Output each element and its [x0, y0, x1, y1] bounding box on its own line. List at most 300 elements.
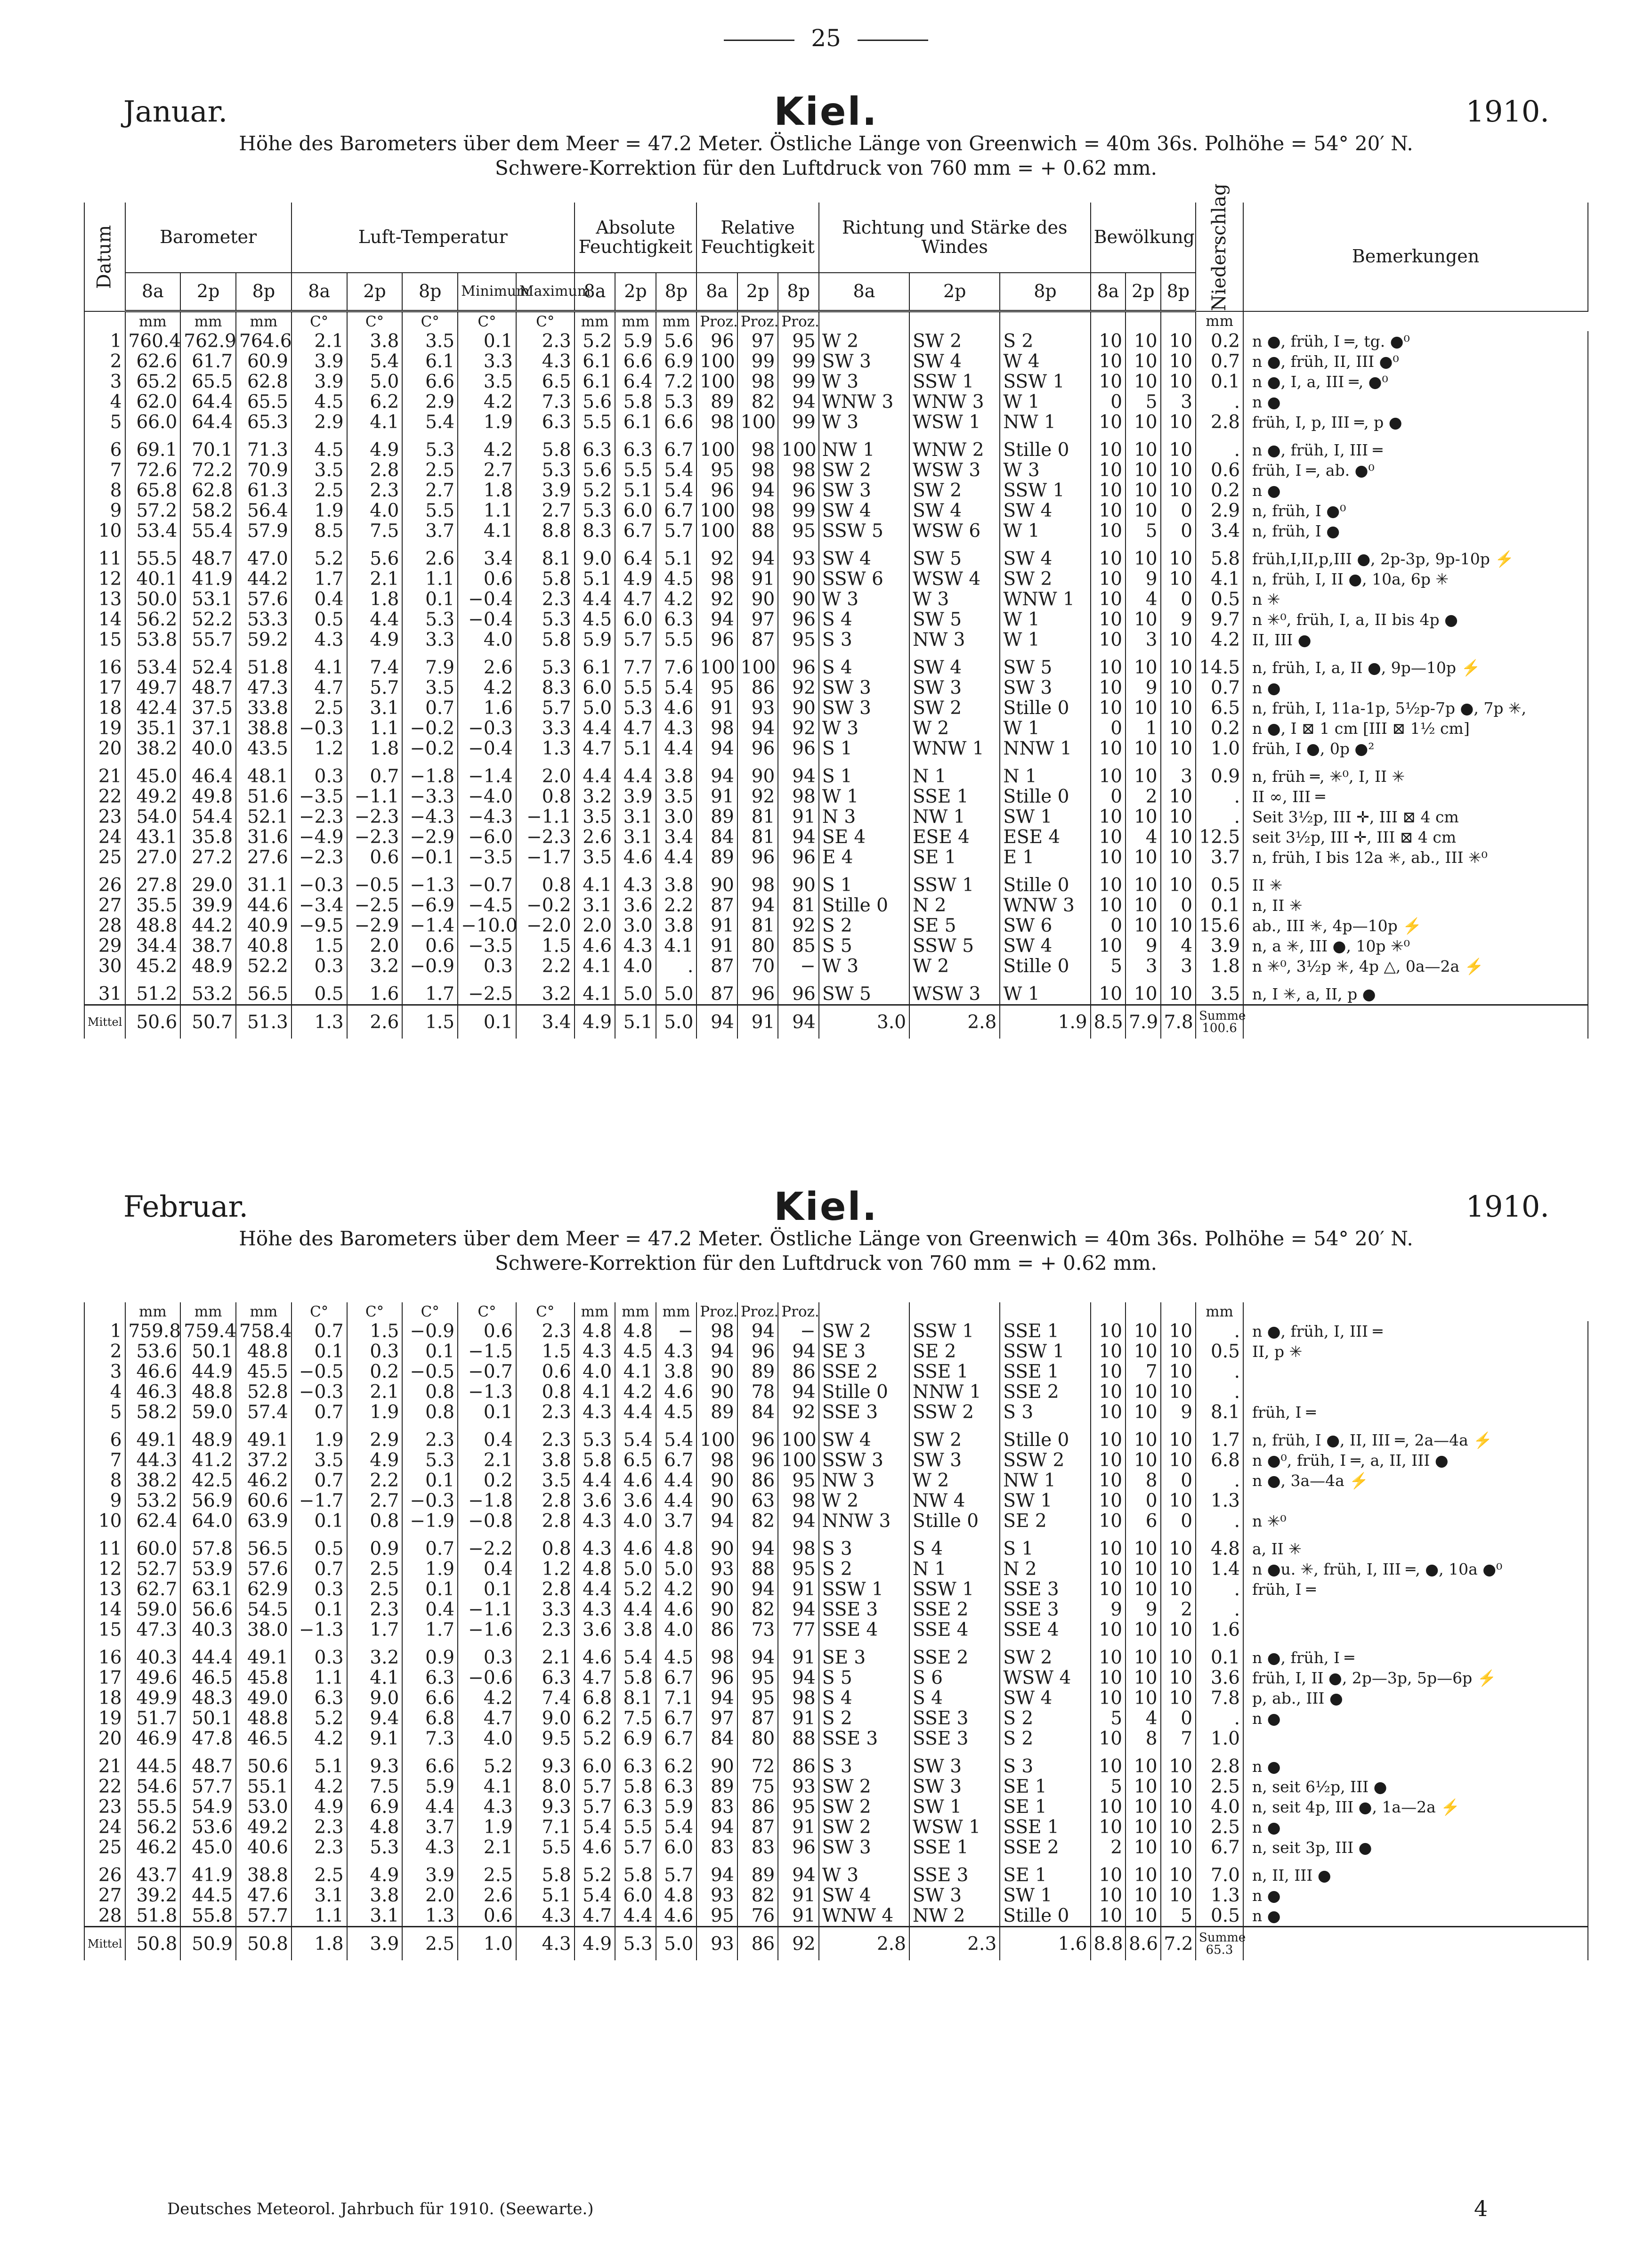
value-cell: 10 — [1091, 480, 1126, 501]
day-number: 31 — [84, 984, 125, 1005]
value-cell: 90 — [696, 1362, 737, 1382]
mittel-value: 93 — [696, 1927, 737, 1961]
subheader: 2p — [347, 273, 403, 311]
day-number: 10 — [84, 1511, 125, 1531]
remark: n ✳ — [1243, 589, 1588, 609]
value-cell: −0.6 — [458, 1668, 516, 1688]
value-cell: 4.4 — [347, 609, 403, 630]
value-cell: 1.7 — [347, 1620, 403, 1640]
value-cell: 82 — [737, 1885, 778, 1906]
spacer — [125, 976, 181, 984]
value-cell: 1.1 — [292, 1906, 347, 1927]
value-cell: 88 — [778, 1729, 819, 1749]
value-cell: 94 — [696, 766, 737, 787]
value-cell: S 4 — [909, 1688, 1000, 1708]
value-cell: SW 3 — [909, 1450, 1000, 1470]
value-cell: 10 — [1126, 916, 1161, 936]
value-cell: 3.1 — [347, 1906, 403, 1927]
value-cell: 98 — [778, 460, 819, 480]
value-cell: 44.5 — [125, 1756, 181, 1777]
value-cell: 98 — [696, 1321, 737, 1341]
value-cell: Stille 0 — [1000, 1906, 1090, 1927]
value-cell: W 1 — [1000, 392, 1090, 412]
value-cell: −0.4 — [458, 609, 516, 630]
value-cell: 4.7 — [292, 678, 347, 698]
value-cell: 4.3 — [575, 1341, 615, 1362]
value-cell: −3.4 — [292, 895, 347, 916]
day-row — [84, 1620, 1588, 1640]
remark: II ∞, III ═ — [1243, 787, 1588, 807]
value-cell: S 3 — [1000, 1756, 1090, 1777]
value-cell: 40.8 — [236, 936, 292, 956]
value-cell: 3.7 — [402, 521, 458, 541]
remark: n, früh, I ● — [1243, 521, 1588, 541]
value-cell: 86 — [696, 1620, 737, 1640]
value-cell: E 4 — [819, 847, 909, 868]
spacer — [458, 868, 516, 875]
value-cell: 9.0 — [516, 1708, 575, 1729]
value-cell: 50.1 — [180, 1341, 236, 1362]
remark: n ● — [1243, 1906, 1588, 1927]
mittel-row — [84, 1005, 1588, 1039]
value-cell: 5 — [1161, 1906, 1196, 1927]
value-cell: 100 — [696, 1430, 737, 1450]
value-cell: 6.7 — [656, 1729, 697, 1749]
value-cell: 9.3 — [347, 1756, 403, 1777]
value-cell: 6.7 — [656, 1668, 697, 1688]
day-number: 26 — [84, 875, 125, 895]
value-cell: 0 — [1091, 718, 1126, 739]
value-cell: 10 — [1091, 1756, 1126, 1777]
value-cell: 9.3 — [516, 1797, 575, 1817]
remark: n ● — [1243, 1756, 1588, 1777]
day-row — [84, 807, 1588, 827]
value-cell: 0 — [1161, 1470, 1196, 1491]
value-cell: 96 — [778, 609, 819, 630]
value-cell: −1.5 — [458, 1341, 516, 1362]
value-cell: 84 — [696, 1729, 737, 1749]
subheader: 8p — [1161, 273, 1196, 311]
value-cell: 10 — [1126, 1756, 1161, 1777]
spacer — [737, 1858, 778, 1865]
value-cell: S 1 — [819, 739, 909, 759]
spacer — [292, 432, 347, 440]
value-cell: SSE 1 — [1000, 1362, 1090, 1382]
value-cell: 73 — [737, 1620, 778, 1640]
day-row — [84, 847, 1588, 868]
value-cell: 2.5 — [292, 1865, 347, 1885]
value-cell: 5.0 — [656, 984, 697, 1005]
value-cell: 3.1 — [615, 807, 656, 827]
value-cell: 94 — [696, 1817, 737, 1837]
remark: n, früh, I, II ●, 10a, 6p ✳ — [1243, 569, 1588, 589]
unit-cell: mm — [575, 311, 615, 332]
value-cell: S 1 — [1000, 1539, 1090, 1559]
value-cell: 10 — [1161, 1620, 1196, 1640]
value-cell: −0.8 — [458, 1511, 516, 1531]
remark — [1243, 1491, 1588, 1511]
value-cell: 1.3 — [402, 1906, 458, 1927]
value-cell: 87 — [696, 956, 737, 976]
month-title: Februar. — [123, 1189, 249, 1224]
value-cell: 91 — [778, 1708, 819, 1729]
value-cell: 56.2 — [125, 1817, 181, 1837]
value-cell: SW 4 — [1000, 501, 1090, 521]
value-cell: 59.2 — [236, 630, 292, 650]
value-cell: S 3 — [1000, 1402, 1090, 1422]
value-cell: 7.2 — [656, 372, 697, 392]
value-cell: 46.6 — [125, 1362, 181, 1382]
value-cell: 45.0 — [180, 1837, 236, 1858]
value-cell: 10 — [1161, 1559, 1196, 1579]
value-cell: − — [778, 1321, 819, 1341]
spacer — [909, 1422, 1000, 1430]
value-cell: 10 — [1161, 412, 1196, 432]
value-cell: 90 — [696, 875, 737, 895]
sheet-number: 4 — [1474, 2196, 1488, 2221]
value-cell: 10 — [1126, 1559, 1161, 1579]
spacer — [656, 1531, 697, 1539]
value-cell: 58.2 — [180, 501, 236, 521]
spacer — [292, 1531, 347, 1539]
value-cell: 1.3 — [1196, 1491, 1243, 1511]
spacer — [909, 759, 1000, 766]
value-cell: 4.8 — [656, 1539, 697, 1559]
value-cell: 2.7 — [347, 1491, 403, 1511]
value-cell: 10 — [1091, 658, 1126, 678]
value-cell: 83 — [737, 1837, 778, 1858]
value-cell: 93 — [778, 1777, 819, 1797]
day-number: 3 — [84, 372, 125, 392]
value-cell: 42.5 — [180, 1470, 236, 1491]
value-cell: 56.5 — [236, 1539, 292, 1559]
value-cell: 4.5 — [656, 569, 697, 589]
spacer — [696, 1858, 737, 1865]
subheader: 8a — [1091, 273, 1126, 311]
value-cell: 3.6 — [615, 1491, 656, 1511]
unit-cell: C° — [402, 311, 458, 332]
value-cell: −1.9 — [402, 1511, 458, 1531]
value-cell: 46.9 — [125, 1729, 181, 1749]
value-cell: 96 — [737, 1430, 778, 1450]
value-cell: 59.0 — [180, 1402, 236, 1422]
spacer — [347, 1640, 403, 1648]
value-cell: 4.9 — [292, 1797, 347, 1817]
value-cell: 55.1 — [236, 1777, 292, 1797]
value-cell: 61.7 — [180, 351, 236, 372]
value-cell: 10 — [1161, 1430, 1196, 1450]
value-cell: 96 — [696, 1668, 737, 1688]
value-cell: 5.9 — [656, 1797, 697, 1817]
remark: n ●, I ⊠ 1 cm [III ⊠ 1½ cm] — [1243, 718, 1588, 739]
value-cell: 5.8 — [615, 1668, 656, 1688]
value-cell: 4.6 — [575, 1648, 615, 1668]
value-cell: 2.0 — [516, 766, 575, 787]
spacer — [347, 650, 403, 658]
value-cell: 2.0 — [347, 936, 403, 956]
value-cell: 0 — [1091, 787, 1126, 807]
value-cell: 94 — [778, 1865, 819, 1885]
value-cell: 3.0 — [656, 807, 697, 827]
value-cell: 10 — [1161, 698, 1196, 718]
value-cell: 10 — [1161, 440, 1196, 460]
gravity-correction: Schwere-Korrektion für den Luftdruck von 760 mm = + 0.62 mm. — [494, 1251, 1157, 1275]
value-cell: 10 — [1126, 1865, 1161, 1885]
value-cell: WNW 4 — [819, 1906, 909, 1927]
day-number: 21 — [84, 1756, 125, 1777]
value-cell: WNW 3 — [909, 392, 1000, 412]
value-cell: 1.8 — [1196, 956, 1243, 976]
subheader: 8a — [125, 273, 181, 311]
value-cell: 4.2 — [458, 1688, 516, 1708]
value-cell: 8.5 — [292, 521, 347, 541]
value-cell: 56.9 — [180, 1491, 236, 1511]
value-cell: 81 — [737, 916, 778, 936]
spacer — [347, 541, 403, 549]
unit-cell: Proz. — [737, 1302, 778, 1321]
spacer — [1161, 650, 1196, 658]
value-cell: 10 — [1161, 1837, 1196, 1858]
value-cell: 0 — [1091, 392, 1126, 412]
mittel-value: 2.5 — [402, 1927, 458, 1961]
spacer — [909, 976, 1000, 984]
value-cell: 96 — [737, 984, 778, 1005]
subheader: Minimum — [458, 273, 516, 311]
value-cell: 39.2 — [125, 1885, 181, 1906]
value-cell: 5.7 — [615, 630, 656, 650]
value-cell: 95 — [778, 331, 819, 351]
value-cell: −4.3 — [402, 807, 458, 827]
value-cell: 4.1 — [656, 936, 697, 956]
value-cell: 4.7 — [575, 1906, 615, 1927]
value-cell: −1.1 — [458, 1600, 516, 1620]
spacer — [125, 868, 181, 875]
remark — [1243, 1729, 1588, 1749]
value-cell: −6.0 — [458, 827, 516, 847]
value-cell: 62.8 — [180, 480, 236, 501]
value-cell: 10 — [1161, 1450, 1196, 1470]
value-cell: 2.9 — [402, 392, 458, 412]
spacer — [615, 541, 656, 549]
spacer — [819, 1749, 909, 1756]
value-cell: 3.8 — [615, 1620, 656, 1640]
spacer — [909, 1749, 1000, 1756]
value-cell: 7.3 — [402, 1729, 458, 1749]
value-cell: 10 — [1091, 549, 1126, 569]
value-cell: E 1 — [1000, 847, 1090, 868]
value-cell: 53.3 — [236, 609, 292, 630]
spacer — [402, 976, 458, 984]
value-cell: 5.9 — [402, 1777, 458, 1797]
value-cell: 4.4 — [575, 589, 615, 609]
value-cell: 5.8 — [516, 630, 575, 650]
value-cell: 8.1 — [516, 549, 575, 569]
spacer — [575, 1422, 615, 1430]
spacer — [1091, 541, 1126, 549]
mittel-value: 5.0 — [656, 1927, 697, 1961]
value-cell: 0.8 — [516, 1539, 575, 1559]
value-cell: 61.3 — [236, 480, 292, 501]
day-row — [84, 658, 1588, 678]
value-cell: 4.5 — [656, 1648, 697, 1668]
spacer — [347, 1422, 403, 1430]
day-row — [84, 549, 1588, 569]
value-cell: 10 — [1161, 1797, 1196, 1817]
value-cell: SW 1 — [1000, 1491, 1090, 1511]
value-cell: 3.5 — [458, 372, 516, 392]
day-row — [84, 1777, 1588, 1797]
value-cell: 0.2 — [1196, 480, 1243, 501]
value-cell: 1.8 — [347, 739, 403, 759]
value-cell: 10 — [1126, 895, 1161, 916]
value-cell: 50.0 — [125, 589, 181, 609]
value-cell: SSE 3 — [909, 1865, 1000, 1885]
value-cell: 83 — [696, 1837, 737, 1858]
value-cell: 59.0 — [125, 1600, 181, 1620]
value-cell: SW 2 — [819, 1777, 909, 1797]
remark — [1243, 1927, 1588, 1961]
value-cell: 10 — [1126, 480, 1161, 501]
unit-cell: C° — [458, 311, 516, 332]
page-number: 25 — [0, 24, 1652, 52]
value-cell: 5.4 — [615, 1648, 656, 1668]
value-cell: 3.5 — [402, 678, 458, 698]
value-cell: 0.1 — [402, 1470, 458, 1491]
value-cell: 3.5 — [575, 847, 615, 868]
value-cell: SW 1 — [1000, 1885, 1090, 1906]
value-cell: 7 — [1126, 1362, 1161, 1382]
spacer — [819, 868, 909, 875]
value-cell: 89 — [696, 807, 737, 827]
value-cell: SSE 3 — [819, 1729, 909, 1749]
mittel-value: 8.8 — [1091, 1927, 1126, 1961]
spacer — [1196, 1531, 1243, 1539]
spacer — [656, 541, 697, 549]
value-cell: 89 — [737, 1865, 778, 1885]
value-cell: 0.1 — [402, 589, 458, 609]
spacer — [696, 541, 737, 549]
spacer — [737, 868, 778, 875]
remarks-header: Bemerkungen — [1243, 203, 1588, 311]
value-cell: 3.4 — [458, 549, 516, 569]
remark: n, seit 6½p, III ● — [1243, 1777, 1588, 1797]
unit-cell: mm — [656, 1302, 697, 1321]
value-cell: 6.3 — [402, 1668, 458, 1688]
value-cell: 0.6 — [402, 936, 458, 956]
value-cell: 4 — [1126, 589, 1161, 609]
value-cell: 87 — [737, 1708, 778, 1729]
value-cell: 94 — [696, 1341, 737, 1362]
value-cell: 5.2 — [575, 331, 615, 351]
day-row — [84, 1539, 1588, 1559]
mittel-value: 3.4 — [516, 1005, 575, 1039]
spacer — [615, 976, 656, 984]
value-cell: 90 — [696, 1470, 737, 1491]
day-row — [84, 1729, 1588, 1749]
value-cell: SSW 1 — [1000, 372, 1090, 392]
value-cell: 90 — [696, 1539, 737, 1559]
day-number: 9 — [84, 1491, 125, 1511]
spacer — [1000, 759, 1090, 766]
value-cell: 0.6 — [516, 1362, 575, 1382]
unit-cell: C° — [347, 1302, 403, 1321]
value-cell: 6.0 — [615, 501, 656, 521]
value-cell: 0.8 — [347, 1511, 403, 1531]
day-row — [84, 698, 1588, 718]
value-cell: 10 — [1161, 331, 1196, 351]
day-row — [84, 984, 1588, 1005]
day-row — [84, 1668, 1588, 1688]
station-title: Kiel. — [774, 1185, 878, 1229]
value-cell: 94 — [696, 1865, 737, 1885]
unit-cell: Proz. — [778, 311, 819, 332]
spacer — [1091, 1749, 1126, 1756]
value-cell: 38.7 — [180, 936, 236, 956]
value-cell: 1.5 — [292, 936, 347, 956]
spacer — [656, 650, 697, 658]
value-cell: SSE 3 — [909, 1708, 1000, 1729]
value-cell: 58.2 — [125, 1402, 181, 1422]
day-row — [84, 1837, 1588, 1858]
value-cell: −1.4 — [458, 766, 516, 787]
day-number: 20 — [84, 1729, 125, 1749]
value-cell: 5.3 — [575, 1430, 615, 1450]
value-cell: 92 — [778, 916, 819, 936]
value-cell: 2.5 — [292, 698, 347, 718]
remark: II, p ✳ — [1243, 1341, 1588, 1362]
value-cell: 5.8 — [1196, 549, 1243, 569]
value-cell: 3 — [1161, 956, 1196, 976]
value-cell: 10 — [1126, 1648, 1161, 1668]
value-cell: 53.4 — [125, 521, 181, 541]
value-cell: 5.3 — [402, 440, 458, 460]
spacer — [347, 976, 403, 984]
mittel-value: 2.8 — [909, 1005, 1000, 1039]
spacer — [737, 976, 778, 984]
mittel-value: 5.0 — [656, 1005, 697, 1039]
value-cell: −3.5 — [458, 936, 516, 956]
value-cell: 4.3 — [575, 1600, 615, 1620]
value-cell: 48.8 — [236, 1708, 292, 1729]
value-cell: 6.3 — [656, 609, 697, 630]
value-cell: 0.4 — [292, 589, 347, 609]
value-cell: 7.4 — [347, 658, 403, 678]
value-cell: WSW 4 — [1000, 1668, 1090, 1688]
value-cell: 60.6 — [236, 1491, 292, 1511]
value-cell: 57.7 — [180, 1777, 236, 1797]
spacer — [1000, 541, 1090, 549]
unit-cell: mm — [575, 1302, 615, 1321]
value-cell: 53.6 — [125, 1341, 181, 1362]
value-cell: 96 — [696, 331, 737, 351]
value-cell: 4.3 — [292, 630, 347, 650]
spacer — [458, 1640, 516, 1648]
value-cell: SW 3 — [819, 678, 909, 698]
value-cell: 2.3 — [516, 1321, 575, 1341]
spacer — [1161, 868, 1196, 875]
value-cell: . — [1196, 1362, 1243, 1382]
remark: II ✳ — [1243, 875, 1588, 895]
value-cell: 0.4 — [402, 1600, 458, 1620]
remark: n, früh ═, ✳⁰, I, II ✳ — [1243, 766, 1588, 787]
remark — [1243, 1362, 1588, 1382]
value-cell: 5.6 — [347, 549, 403, 569]
value-cell: 5.3 — [516, 658, 575, 678]
value-cell: S 5 — [819, 1668, 909, 1688]
spacer — [402, 432, 458, 440]
value-cell: 10 — [1161, 1382, 1196, 1402]
value-cell: 10 — [1161, 1668, 1196, 1688]
